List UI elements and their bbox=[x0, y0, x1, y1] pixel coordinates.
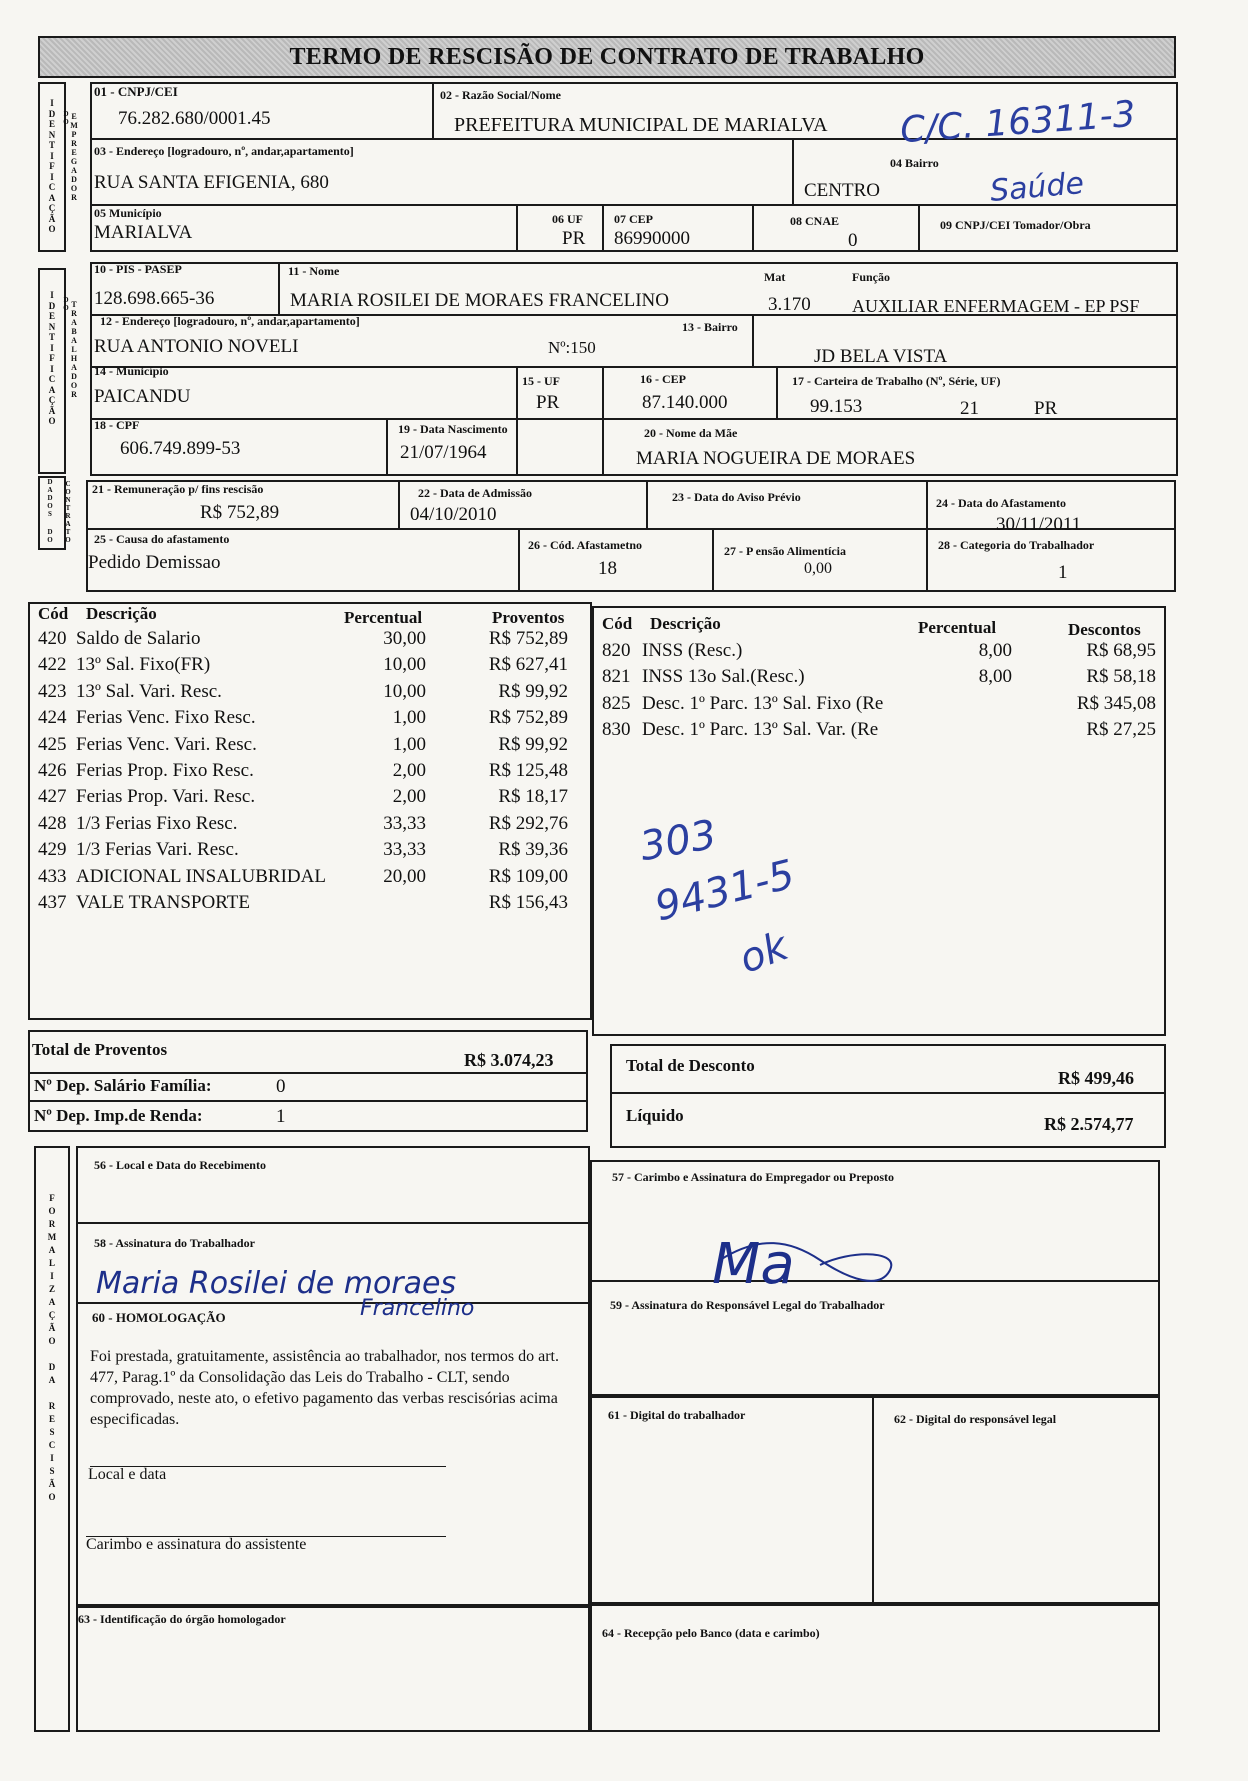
proventos-row-desc: 1/3 Ferias Vari. Resc. bbox=[76, 839, 239, 861]
cnpj-label: 01 - CNPJ/CEI bbox=[94, 84, 178, 99]
formalization-side-label: F O R M A L I Z A Ç Ã O D A R E S C I S Ã O bbox=[47, 1193, 57, 1502]
cod-afast-label: 26 - Cód. Afastametno bbox=[528, 538, 642, 552]
proventos-row-val: R$ 125,48 bbox=[488, 760, 568, 781]
proventos-row-cod: 437 bbox=[38, 892, 67, 913]
uf-trab-value: PR bbox=[536, 392, 560, 413]
proventos-row-val: R$ 99,92 bbox=[498, 733, 568, 755]
pensao-label: 27 - P ensão Alimentícia bbox=[724, 544, 846, 558]
proventos-row-desc: 13º Sal. Vari. Resc. bbox=[76, 680, 222, 702]
descontos-row-desc: INSS 13o Sal.(Resc.) bbox=[642, 666, 805, 688]
proventos-row-cod: 429 bbox=[38, 839, 67, 861]
afast-label: 24 - Data do Afastamento bbox=[936, 496, 1066, 510]
descontos-row-cod: 820 bbox=[602, 640, 631, 661]
worker-side-label-do: D O bbox=[63, 296, 69, 312]
cep-trab-value: 87.140.000 bbox=[642, 392, 728, 413]
proventos-row-desc: Ferias Prop. Vari. Resc. bbox=[76, 786, 256, 808]
f59-label: 59 - Assinatura do Responsável Legal do Trabalhador bbox=[610, 1298, 885, 1312]
employer-side-label-do: D O bbox=[63, 110, 69, 126]
worker-signature-line1: Maria Rosilei de moraes bbox=[96, 1266, 457, 1301]
proventos-row-desc: VALE TRANSPORTE bbox=[76, 892, 250, 913]
worker-signature-line2: Francelino bbox=[360, 1296, 475, 1321]
descontos-row-desc: Desc. 1º Parc. 13º Sal. Fixo (Re bbox=[642, 692, 884, 714]
municipio-emp-value: MARIALVA bbox=[94, 222, 193, 243]
proventos-row-desc: Ferias Prop. Fixo Resc. bbox=[76, 760, 254, 781]
proventos-row-val: R$ 156,43 bbox=[488, 892, 568, 913]
endereco-trab-label: 12 - Endereço [logradouro, nº, andar,apartamento] bbox=[100, 314, 360, 328]
descontos-header-val: Descontos bbox=[1068, 620, 1141, 639]
municipio-trab-label: 14 - Município bbox=[94, 364, 169, 378]
mae-value: MARIA NOGUEIRA DE MORAES bbox=[636, 448, 916, 469]
endereco-emp-label: 03 - Endereço [logradouro, nº, andar,apartamento] bbox=[94, 144, 354, 158]
proventos-row-desc: 13º Sal. Fixo(FR) bbox=[76, 654, 211, 676]
proventos-row-val: R$ 39,36 bbox=[498, 839, 568, 861]
descontos-row-cod: 821 bbox=[602, 666, 631, 688]
contract-side-label-sub: C O N T R A T O bbox=[65, 480, 71, 544]
uf-emp-label: 06 UF bbox=[552, 212, 583, 226]
mae-label: 20 - Nome da Mãe bbox=[644, 426, 738, 440]
proventos-row-cod: 422 bbox=[38, 654, 67, 676]
dep-familia-label: Nº Dep. Salário Família: bbox=[34, 1076, 212, 1095]
pis-label: 10 - PIS - PASEP bbox=[94, 262, 182, 276]
f61-label: 61 - Digital do trabalhador bbox=[608, 1408, 746, 1422]
mat-value: 3.170 bbox=[768, 294, 811, 315]
razao-value: PREFEITURA MUNICIPAL DE MARIALVA bbox=[454, 114, 828, 136]
cep-trab-label: 16 - CEP bbox=[640, 372, 686, 386]
proventos-row-desc: 1/3 Ferias Fixo Resc. bbox=[76, 812, 238, 834]
proventos-row-perc: 1,00 bbox=[392, 733, 426, 755]
handwritten-note-9431: 9431-5 bbox=[650, 851, 800, 931]
descontos-header-desc: Descrição bbox=[650, 614, 721, 633]
proventos-row-cod: 427 bbox=[38, 786, 67, 808]
causa-label: 25 - Causa do afastamento bbox=[94, 532, 230, 546]
total-proventos-label: Total de Proventos bbox=[32, 1040, 168, 1059]
proventos-row-val: R$ 292,76 bbox=[488, 812, 568, 834]
title-bar bbox=[38, 36, 1176, 78]
mat-label: Mat bbox=[764, 270, 786, 284]
proventos-row-perc: 33,33 bbox=[383, 812, 426, 834]
local-data-label: Local e data bbox=[88, 1466, 167, 1483]
handwritten-note-ok: ok bbox=[733, 923, 795, 983]
endereco-emp-value: RUA SANTA EFIGENIA, 680 bbox=[94, 172, 329, 193]
proventos-row-perc: 30,00 bbox=[383, 628, 426, 649]
proventos-row-val: R$ 109,00 bbox=[488, 865, 568, 887]
f57-label: 57 - Carimbo e Assinatura do Empregador ou Preposto bbox=[612, 1170, 895, 1184]
nome-value: MARIA ROSILEI DE MORAES FRANCELINO bbox=[290, 290, 669, 311]
f60-label: 60 - HOMOLOGAÇÃO bbox=[92, 1310, 226, 1325]
descontos-row-desc: Desc. 1º Parc. 13º Sal. Var. (Re bbox=[642, 719, 879, 741]
carimbo-assistente-label: Carimbo e assinatura do assistente bbox=[86, 1536, 307, 1553]
dep-renda-value: 1 bbox=[276, 1106, 286, 1127]
proventos-row-desc: Ferias Venc. Vari. Resc. bbox=[76, 733, 257, 755]
proventos-header-cod: Cód bbox=[38, 604, 69, 623]
cod-afast-value: 18 bbox=[598, 558, 617, 579]
proventos-row-perc: 1,00 bbox=[392, 707, 426, 729]
cep-emp-value: 86990000 bbox=[614, 228, 690, 249]
funcao-value: AUXILIAR ENFERMAGEM - EP PSF bbox=[852, 296, 1140, 316]
proventos-header-val: Proventos bbox=[492, 608, 565, 627]
total-desconto-value: R$ 499,46 bbox=[1058, 1068, 1134, 1088]
proventos-row-perc: 2,00 bbox=[392, 786, 426, 808]
liquido-label: Líquido bbox=[626, 1106, 684, 1125]
handwritten-saude: Saúde bbox=[988, 165, 1086, 210]
ctps-label: 17 - Carteira de Trabalho (Nº, Série, UF) bbox=[792, 374, 1001, 388]
categoria-label: 28 - Categoria do Trabalhador bbox=[938, 538, 1095, 552]
proventos-row-cod: 424 bbox=[38, 707, 67, 729]
ctps-uf-value: PR bbox=[1034, 398, 1058, 419]
bairro-emp-label: 04 Bairro bbox=[890, 156, 939, 170]
descontos-row-cod: 830 bbox=[602, 719, 631, 741]
proventos-row-desc: Ferias Venc. Fixo Resc. bbox=[76, 707, 256, 729]
proventos-row-cod: 420 bbox=[38, 628, 67, 649]
admissao-value: 04/10/2010 bbox=[410, 504, 497, 525]
f56-label: 56 - Local e Data do Recebimento bbox=[94, 1158, 266, 1172]
employer-signature: Ma bbox=[712, 1232, 795, 1297]
document-title: TERMO DE RESCISÃO DE CONTRATO DE TRABALHO bbox=[289, 44, 925, 70]
f58-label: 58 - Assinatura do Trabalhador bbox=[94, 1236, 255, 1250]
liquido-value: R$ 2.574,77 bbox=[1044, 1114, 1134, 1134]
descontos-row-val: R$ 27,25 bbox=[1086, 719, 1156, 741]
f63-label: 63 - Identificação do órgão homologador bbox=[78, 1612, 286, 1626]
handwritten-note-303: 303 bbox=[636, 811, 720, 871]
nasc-value: 21/07/1964 bbox=[400, 442, 487, 463]
contract-side-label-do: D O bbox=[47, 528, 53, 544]
municipio-emp-label: 05 Município bbox=[94, 206, 162, 220]
total-proventos-value: R$ 3.074,23 bbox=[464, 1050, 554, 1070]
dep-renda-label: Nº Dep. Imp.de Renda: bbox=[34, 1106, 203, 1125]
bairro-trab-value: JD BELA VISTA bbox=[814, 346, 948, 367]
descontos-row-val: R$ 68,95 bbox=[1086, 640, 1156, 661]
nasc-label: 19 - Data Nascimento bbox=[398, 422, 508, 436]
bairro-trab-label: 13 - Bairro bbox=[682, 320, 738, 334]
proventos-row-cod: 425 bbox=[38, 733, 67, 755]
proventos-row-desc: Saldo de Salario bbox=[76, 628, 201, 649]
descontos-row-perc: 8,00 bbox=[978, 640, 1012, 661]
cep-emp-label: 07 CEP bbox=[614, 212, 653, 226]
employer-side-label: I D E N T I F I C A Ç Ã O bbox=[48, 98, 56, 234]
descontos-row-val: R$ 58,18 bbox=[1086, 666, 1156, 688]
banco-box bbox=[590, 1604, 1160, 1732]
contract-side-label: D A D O S bbox=[47, 478, 53, 518]
bairro-emp-value: CENTRO bbox=[804, 180, 880, 201]
proventos-row-perc: 20,00 bbox=[383, 865, 426, 887]
digital-box bbox=[590, 1396, 1160, 1604]
admissao-label: 22 - Data de Admissão bbox=[418, 486, 533, 500]
proventos-row-perc: 10,00 bbox=[383, 654, 426, 676]
pis-value: 128.698.665-36 bbox=[94, 288, 215, 309]
cnae-label: 08 CNAE bbox=[790, 214, 840, 228]
numero-trab-value: Nº:150 bbox=[548, 338, 596, 357]
proventos-row-desc: ADICIONAL INSALUBRIDAL bbox=[76, 865, 326, 887]
descontos-row-val: R$ 345,08 bbox=[1076, 692, 1156, 714]
proventos-row-val: R$ 752,89 bbox=[488, 707, 568, 729]
causa-value: Pedido Demissao bbox=[88, 552, 221, 573]
homologacao-text: Foi prestada, gratuitamente, assistência ao trabalhador, nos termos do art. 477, Parag.1º da Consolidação das Leis do Trabalho - CLT, sendo comprovado, neste ato, o efetivo pagamento das verbas rescisórias acima especificadas. bbox=[90, 1348, 559, 1428]
total-desconto-label: Total de Desconto bbox=[626, 1056, 755, 1075]
proventos-row-perc: 2,00 bbox=[392, 760, 426, 781]
proventos-row-cod: 428 bbox=[38, 812, 67, 834]
ctps-num-value: 99.153 bbox=[810, 396, 863, 417]
ctps-serie-value: 21 bbox=[960, 398, 979, 419]
remun-value: R$ 752,89 bbox=[200, 502, 280, 523]
proventos-row-val: R$ 627,41 bbox=[488, 654, 568, 676]
proventos-row-cod: 426 bbox=[38, 760, 67, 781]
cpf-label: 18 - CPF bbox=[94, 418, 140, 432]
municipio-trab-value: PAICANDU bbox=[94, 386, 191, 407]
tomador-label: 09 CNPJ/CEI Tomador/Obra bbox=[940, 218, 1091, 232]
categoria-value: 1 bbox=[1058, 562, 1068, 583]
proventos-row-val: R$ 99,92 bbox=[498, 680, 568, 702]
funcao-label: Função bbox=[852, 270, 891, 284]
proventos-row-cod: 423 bbox=[38, 680, 67, 702]
cnae-value: 0 bbox=[848, 230, 858, 251]
uf-trab-label: 15 - UF bbox=[522, 374, 560, 388]
afast-value: 30/11/2011 bbox=[996, 514, 1082, 535]
uf-emp-value: PR bbox=[562, 228, 586, 249]
pensao-value: 0,00 bbox=[804, 560, 832, 577]
proventos-header-perc: Percentual bbox=[344, 608, 423, 627]
razao-label: 02 - Razão Social/Nome bbox=[440, 88, 561, 102]
dep-familia-value: 0 bbox=[276, 1076, 286, 1097]
employer-side-label-sub: E M P R E G A D O R bbox=[70, 112, 78, 202]
descontos-header-perc: Percentual bbox=[918, 618, 997, 637]
proventos-row-cod: 433 bbox=[38, 865, 67, 887]
descontos-row-cod: 825 bbox=[602, 692, 631, 714]
employer-signature-stroke bbox=[700, 1230, 900, 1310]
f62-label: 62 - Digital do responsável legal bbox=[894, 1412, 1057, 1426]
cpf-value: 606.749.899-53 bbox=[120, 438, 241, 459]
worker-side-label-sub: T R A B A L H A D O R bbox=[70, 300, 78, 399]
cnpj-value: 76.282.680/0001.45 bbox=[118, 108, 271, 129]
descontos-header-cod: Cód bbox=[602, 614, 633, 633]
handwritten-ref: C/C. 16311-3 bbox=[898, 93, 1137, 152]
worker-side-label: I D E N T I F I C A Ç Ã O bbox=[48, 290, 56, 426]
descontos-row-perc: 8,00 bbox=[978, 666, 1012, 688]
proventos-row-perc: 33,33 bbox=[383, 839, 426, 861]
proventos-header-desc: Descrição bbox=[86, 604, 157, 623]
f64-label: 64 - Recepção pelo Banco (data e carimbo) bbox=[602, 1626, 820, 1640]
proventos-row-perc: 10,00 bbox=[383, 680, 426, 702]
aviso-label: 23 - Data do Aviso Prévio bbox=[672, 490, 801, 504]
descontos-row-desc: INSS (Resc.) bbox=[642, 640, 743, 661]
remun-label: 21 - Remuneração p/ fins rescisão bbox=[92, 482, 264, 496]
nome-label: 11 - Nome bbox=[288, 264, 340, 278]
endereco-trab-value: RUA ANTONIO NOVELI bbox=[94, 336, 299, 357]
proventos-row-val: R$ 18,17 bbox=[498, 786, 568, 808]
proventos-row-val: R$ 752,89 bbox=[488, 628, 568, 649]
